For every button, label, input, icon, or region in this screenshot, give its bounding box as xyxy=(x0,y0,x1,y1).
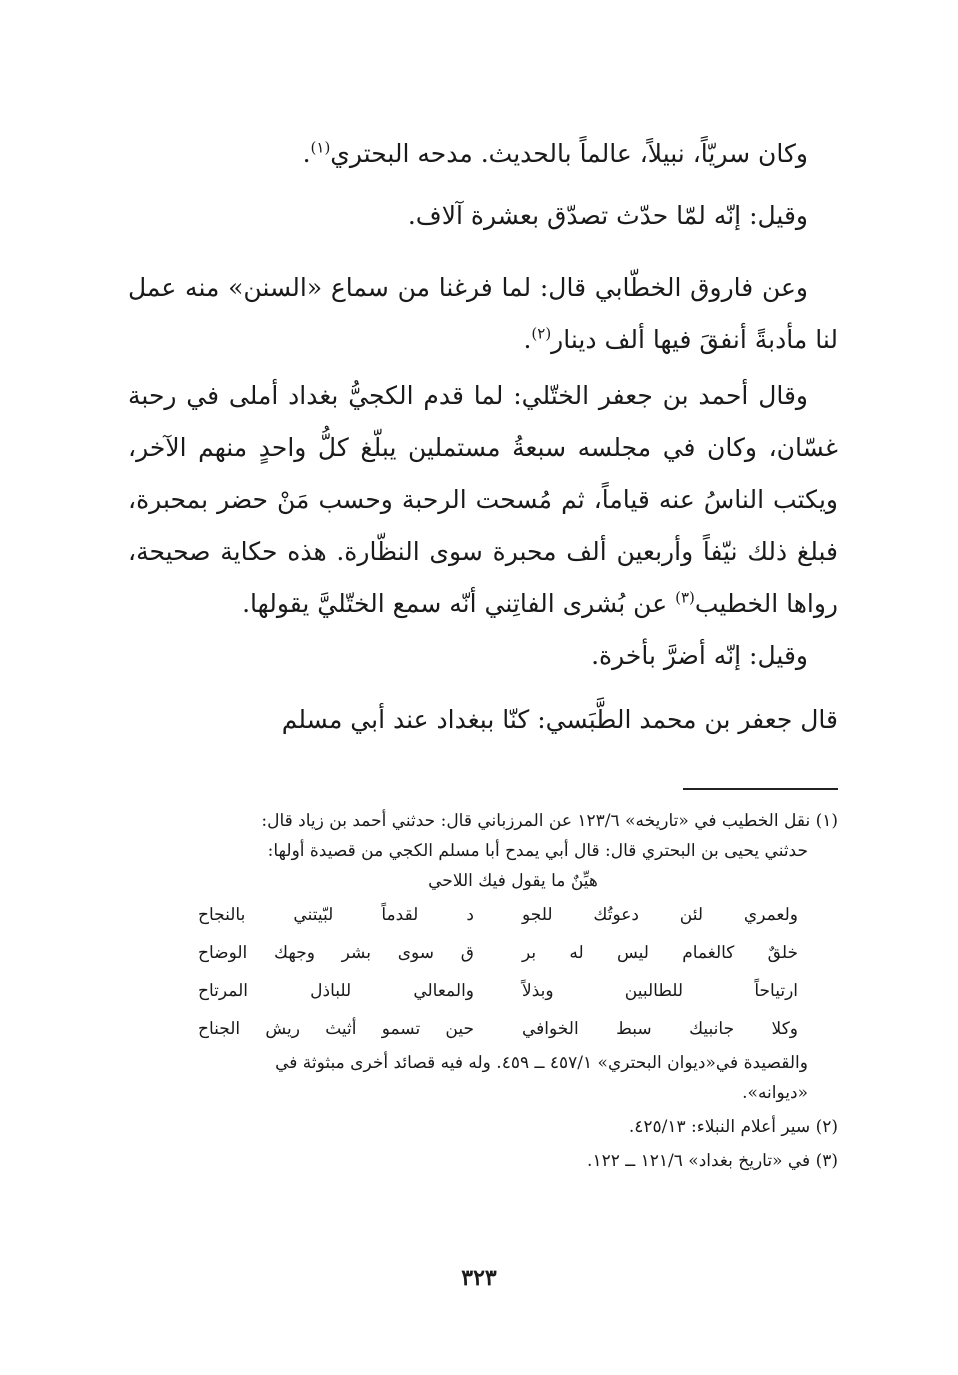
paragraph-5: وقيل: إنّه أضرَّ بأخرة. xyxy=(591,641,808,670)
poem-opening-line: هيِّنٌ ما يقول فيك اللاحي xyxy=(428,871,598,891)
paragraph-4-text-end: عن بُشرى الفاتِني أنّه سمع الختّليَّ يقولها. xyxy=(242,589,676,618)
verse-second-half: والمعالي للباذل المرتاح xyxy=(198,981,474,1001)
footnote-divider xyxy=(683,788,838,790)
verse-line xyxy=(128,1010,838,1048)
paragraph-3-text: وعن فاروق الخطّابي قال: لما فرغنا من سماع «السنن» منه عمل لنا مأدبةً أنفقَ فيها ألف دينار xyxy=(128,273,838,354)
verse-first-half: ارتياحاً للطالبين وبذلاً xyxy=(522,981,798,1001)
footnote-1-line-1: (١) نقل الخطيب في «تاريخه» ١٢٣/٦ عن المرزباني قال: حدثني أحمد بن زياد قال: xyxy=(261,811,838,831)
paragraph-4-text: وقال أحمد بن جعفر الختّلي: لما قدم الكجيُّ بغداد أملى في رحبة غسّان، وكان في مجلسه سبعةُ مستملين يبلّغ كلُّ واحدٍ منهم الآخر، ويكتب الناسُ عنه قياماً، ثم مُسحت الرحبة وحسب مَنْ حضر بمحبرة، فبلغ ذلك نيّفاً وأربعين ألف محبرة سوى النظّارة. هذه حكاية صحيحة، رواها الخطيب xyxy=(128,381,838,618)
verse-second-half: ق سوى بشر وجهك الوضاح xyxy=(198,943,474,963)
paragraph-1 xyxy=(128,128,838,180)
footnote-ref-3: (٣) xyxy=(675,588,695,607)
paragraph-1-text: وكان سريّاً، نبيلاً، عالماً بالحديث. مدحه البحتري xyxy=(330,139,808,168)
verse-line xyxy=(128,934,838,972)
verse-line xyxy=(128,896,838,934)
footnote-1-tail-1: والقصيدة في«ديوان البحتري» ٤٥٧/١ ــ ٤٥٩. وله فيه قصائد أخرى مبثوثة في xyxy=(275,1053,808,1073)
verse-first-half: خلقٌ كالغمام ليس له بر xyxy=(522,943,798,963)
verse-first-half: وكلا جانبيك سبط الخوافي xyxy=(522,1019,798,1039)
verse-second-half: حين تسمو أثيث ريش الجناح xyxy=(198,1019,474,1039)
footnote-3: (٣) في «تاريخ بغداد» ١٢١/٦ ــ ١٢٢. xyxy=(587,1151,838,1171)
footnote-1-tail-2: «ديوانه». xyxy=(742,1083,808,1103)
paragraph-3 xyxy=(128,262,838,366)
paragraph-4 xyxy=(128,370,838,630)
paragraph-6: قال جعفر بن محمد الطَّبَسي: كنّا ببغداد عند أبي مسلم xyxy=(281,705,838,734)
footnote-2: (٢) سير أعلام النبلاء: ٤٢٥/١٣. xyxy=(628,1117,838,1137)
footnotes xyxy=(128,806,838,1176)
paragraph-2: وقيل: إنّه لمّا حدّث تصدّق بعشرة آلاف. xyxy=(407,201,808,230)
footnote-ref-2: (٢) xyxy=(531,324,552,343)
paragraph-1-end: . xyxy=(302,139,311,168)
page-number: ٣٢٣ xyxy=(461,1265,497,1291)
paragraph-3-end: . xyxy=(523,325,532,354)
footnote-ref-1: (١) xyxy=(310,138,331,157)
footnote-1-line-2: حدثني يحيى بن البحتري قال: قال أبي يمدح أبا مسلم الكجي من قصيدة أولها: xyxy=(267,841,808,861)
verse-line xyxy=(128,972,838,1010)
verse-first-half: ولعمري لئن دعوتُك للجو xyxy=(522,905,798,925)
verse-second-half: د لقدماً لبّيتني بالنجاح xyxy=(198,905,474,925)
